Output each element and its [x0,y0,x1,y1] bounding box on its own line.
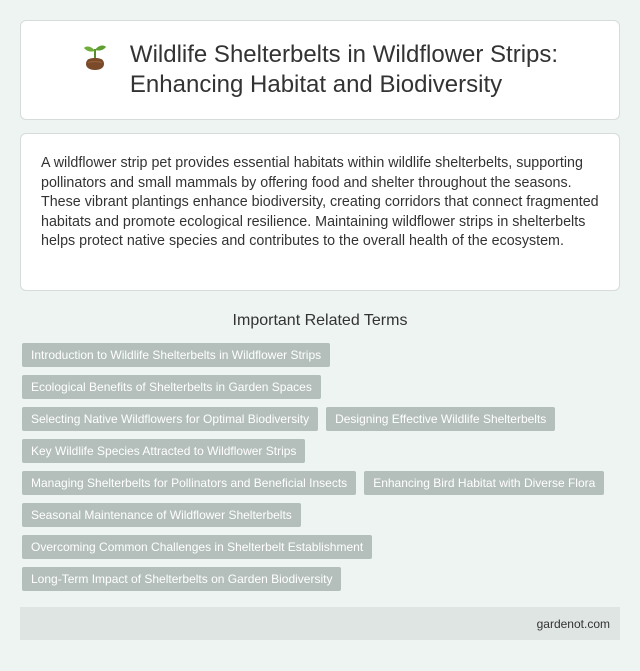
tag-row [22,439,622,463]
related-term-tag[interactable]: Seasonal Maintenance of Wildflower Shelterbelts [22,503,301,527]
related-term-tag[interactable]: Selecting Native Wildflowers for Optimal Biodiversity [22,407,318,431]
related-term-tag[interactable]: Designing Effective Wildlife Shelterbelts [326,407,555,431]
tag-row [22,535,622,559]
title-row [82,40,558,100]
footer-site-link[interactable]: gardenot.com [536,616,610,631]
description-card [20,133,620,291]
related-terms-list [22,343,622,599]
footer [20,607,620,640]
tag-row [22,343,622,367]
tag-row [22,375,622,399]
page-title-line-1: Wildlife Shelterbelts in Wildflower Strips: [129,41,559,68]
related-term-tag[interactable]: Introduction to Wildlife Shelterbelts in Wildflower Strips [22,343,330,367]
tag-row [22,471,622,495]
related-term-tag[interactable]: Ecological Benefits of Shelterbelts in Garden Spaces [22,375,321,399]
tag-row [22,567,622,591]
tag-row [22,407,622,431]
page-title-line-2: Enhancing Habitat and Biodiversity [129,71,503,98]
title-card [20,20,620,120]
related-term-tag[interactable]: Key Wildlife Species Attracted to Wildflower Strips [22,439,305,463]
related-term-tag[interactable]: Enhancing Bird Habitat with Diverse Flora [364,471,604,495]
related-term-tag[interactable]: Long-Term Impact of Shelterbelts on Garden Biodiversity [22,567,341,591]
related-term-tag[interactable]: Overcoming Common Challenges in Shelterbelt Establishment [22,535,372,559]
tag-row [22,503,622,527]
related-terms-heading: Important Related Terms [232,312,408,329]
related-term-tag[interactable]: Managing Shelterbelts for Pollinators and Beneficial Insects [22,471,356,495]
description-text: A wildflower strip pet provides essential habitats within wildlife shelterbelts, supporting pollinators and small mammals by offering food and shelter throughout the seasons. These vibrant plantings enhance biodiversity, creating corridors that connect fragmented habitats and promote ecological resilience. Maintaining wildflower strips in shelterbelts helps protect native species and contributes to the overall health of the ecosystem. [41,155,599,250]
sprout-icon [82,42,108,72]
page-title [130,40,558,100]
